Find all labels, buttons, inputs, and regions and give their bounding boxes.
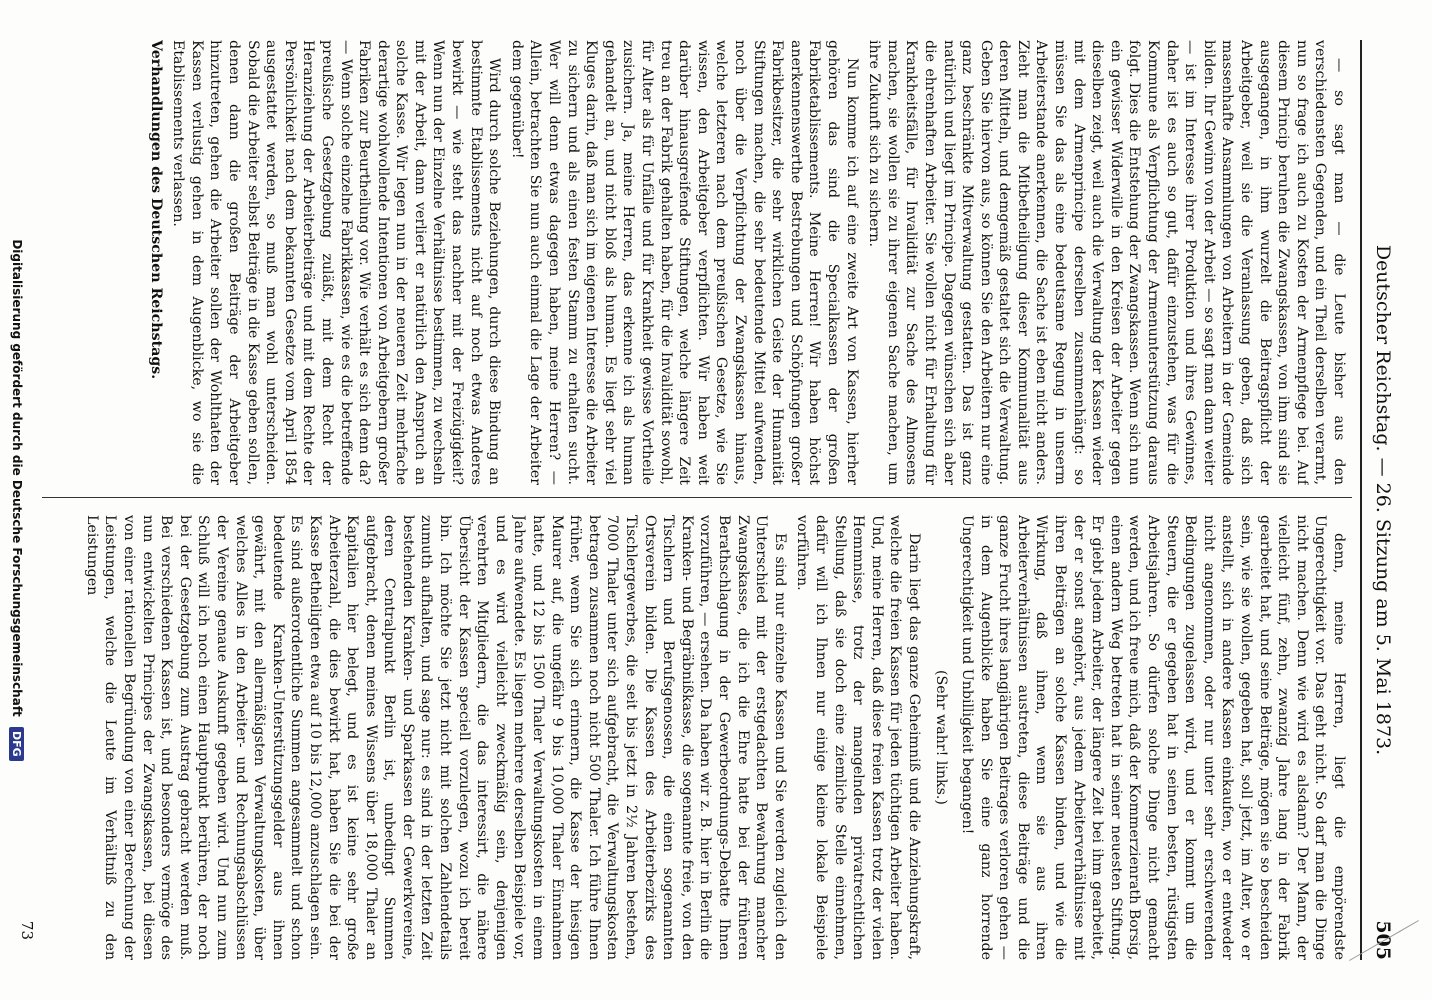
right-paragraph-1: denn, meine Herren, liegt die empörendste Ungerechtigkeit vor. Das geht nicht. So darf man die Dinge nicht machen. Denn wie wird es alsdann? Der Mann, der vielleicht fünf, zehn, zwanzig Jahre lang in der Fabrik gearbeitet hat, und seine Beiträge, mögen sie so bescheiden sein, wie sie wollen, gegeben hat, soll jetzt, im Alter, wo er anstellt, sich in andere Kassen einkaufen, wo er entweder nicht angenommen, oder nur unter sehr erschwerenden Bedingungen zugelassen wird, und er kommt um die Steuern, die er gegeben hat in seinen besten, rüstigsten Arbeitsjahren. So dürfen solche Dinge nicht gemacht werden, und ich freue mich, daß der Kommerzienrath Borsig, einen andern Weg betreten hat in seiner neuesten Stiftung. Er giebt jedem Arbeiter, der längere Zeit bei ihm gearbeitet, der er sonst angehört, aus jedem Arbeiterverhältnisse mit ihren Beiträgen an solche Kassen binden, und wie die Wirkung, daß ihnen, wenn sie aus ihren Arbeiterverhältnissen austreten, diese Beiträge und die ganze Frucht ihres langjährigen Beitrages verloren gehen — in dem Augenblicke haben Sie eine ganz horrende Ungerechtigkeit und Unbilligkeit begangen! [959,515,1347,960]
left-paragraph-2: Nun komme ich auf eine zweite Art von Kassen, hierher gehören das sind die Specialkassen der großen Fabriketablissements. Meine Herren! Wir haben höchst anerkennenswerthe Bestrebungen und Schöpfungen großer Fabrikbesitzer, die sehr wirklichen Geiste der Humanität Stiftungen machen, die sehr bedeutende Mittel aufwenden, noch über die Verpflichtung der Zwangskassen hinaus, welche letzteren nach dem preußischen Gesetze, wie Sie wissen, den Arbeitgeber verpflichten. Wir haben weit darüber hinausgreifende Stiftungen, welche längere Zeit treu an der Fabrik gehalten haben, für die Invalidität sowohl, für Alter als für Unfälle und für Krankheit gewisse Vortheile zusichern. Ja, meine Herren, das erkenne ich als human gehandelt an, und nicht bloß als human. Es liegt sehr viel Kluges darin, daß man sich im eigenen Interesse die Arbeiter zu sichern und als einen festen Stamm zu erhalten sucht. Wer will denn etwas dagegen haben, meine Herren? — Allein, betrachten Sie nun auch einmal die Lage der Arbeiter dem gegenüber! [508,40,860,485]
page-number: 505 [1372,920,1394,960]
digitization-credit [9,0,24,1000]
right-column [48,515,1348,960]
credit-text: Digitalisierung gefördert durch die Deutsche Forschungsgemeinschaft [10,239,24,717]
left-column [48,40,1348,485]
interjection: (Sehr wahr! links.) [932,670,949,805]
running-head [1364,40,1394,960]
header-rule [1360,40,1362,960]
right-paragraph-3: Es sind nur einzelne Kassen und Sie werden zugleich den Unterschied mit der erstgedachten Bewahrung mancher Zwangskasse, die ich die Ehre hatte bei der früheren Berathschlagung in der Gewerbeordnungs-Debatte Ihnen vorzuführen, — ersehen. Da haben wir z. B. hier in Berlin die Kranken- und Begräbnißkasse, die sogenannte freie, von den Tischlern und Berufsgenossen, die einen sogenannten Ortsverein bilden. Die Kassen des Arbeiterbezirks des Tischlergewerbes, die seit bis jetzt in 2½ Jahren bestehen, 7000 Thaler unter sich aufgebracht, die Verwaltungskosten betragen zusammen noch nicht 500 Thaler. Ich führe Ihnen früher, wenn Sie sich erinnern, die Kasse der hiesigen Maurer auf, die ungefähr 9 bis 10,000 Thaler Einnahmen hatte, und 12 bis 1500 Thaler Verwaltungskosten in einem Jahre aufwendete. Es liegen mehrere derselben Beispiele vor, und es wird vielleicht zweckmäßig sein, denjenigen verehrten Mitgliedern, die das interessirt, die nähere Übersicht der Kassen speciell vorzulegen, wozu ich bereit bin. Ich möchte Sie jetzt nicht mit solchen Zahlendetails zumuth aufhalten, und sage nur: es sind in der letzten Zeit bestehenden Kranken- und Sparkassen der Gewerkvereine, deren Centralpunkt Berlin ist, unbedingt Summen aufgebracht, denen meines Wissens über 18,000 Thaler an Kapitalien hier belegt, und es ist keine sehr große Arbeiterzahl, die dies bewirkt hat, haben Sie die bei der Kasse Betheiligten etwa auf 10 bis 12,000 anzuschlagen sein. Es sind außerordentliche Summen angesammelt und schon bedeutende Kranken-Unterstützungsgelder aus ihnen gewährt, mit den allermäßigsten Verwaltungskosten, über welches Alles in den Arbeiter- und Rechnungsabschlüssen der Vereine genaue Auskunft gegeben wird. Und nun zum Schluß will ich noch einen Hauptpunkt berühren, der noch bei der Gesetzgebung zum Austrag gebracht werden muß. Bei verschiedenen Kassen ist, und besonders vermöge des nun entwickelten Principes der Zwangskassen, bei diesen von einer rationellen Begründung von einer Berechnung der Leistungen, welche die Leute im Verhältniß zu den Leistungen [83,515,788,960]
left-paragraph-3: Wird durch solche Beziehungen, durch diese Bindung an bestimmte Etablissements nicht auf noch etwas Anderes bewirkt — wie steht das nachher mit der Freizügigkeit? Wenn nun der Einzelne Verhältnisse bestimmen, zu wechseln mit der Arbeit, dann verliert er natürlich den Anspruch an solche Kasse. Wir legen nun in der neueren Zeit mehrfache derartige wohlwollende Intentionen von Arbeitgebern großer Fabriken zur Beurtheilung vor. Wie verhält es sich denn da? — Wenn solche einzelne Fabrikkassen, wie es die betreffende preußische Gesetzgebung zuläßt, mit dem Recht der Heranziehung der Arbeiterbeiträge und mit dem Rechte der Persönlichkeit nach dem bekannten Gesetze vom April 1854 ausgestattet werden, so muß man wohl unterscheiden. Sobald die Arbeiter selbst Beiträge in die Kasse geben sollen, denen dann die großen Beiträge der Arbeitgeber hinzutreten, gehen die Arbeiter sollen der Wohlthaten der Kassen verlustig gehen in dem Augenblicke, wo sie die Etablissements verlassen. [170,40,503,485]
left-footer-note: Verhandlungen des Deutschen Reichstags. [147,40,164,380]
right-paragraph-2: Darin liegt das ganze Geheimniß und die Anziehungskraft, welche die freien Kassen für jeden tüchtigen Arbeiter haben. Und, meine Herren, daß diese freien Kassen trotz der vielen Hemmnisse, trotz der mangelnden privatrechtlichen Stellung, daß sie doch eine ziemliche Stelle einnehmen, dafür will ich Ihnen nur einige kleine lokale Beispiele vorführen. [794,515,922,960]
column-divider [42,497,1352,498]
dfg-logo: DFG [9,727,24,761]
sheet-number: 73 [18,920,36,940]
left-paragraph-1: — so sagt man — die Leute bisher aus den verschiedensten Gegenden, und ein Theil derselben verarmt, nun so frage ich auch zu Kosten der Armenpflege bei. Auf diesem Princip beruhen die Zwangskassen, von ihm sind sie ausgegangen, in ihm wurzelt die Beitragspflicht der Arbeitgeber, weil sie die Veranlassung geben, daß sich massenhafte Ansammlungen von Arbeitern in der Gemeinde bilden. Ihr Gewinn von der Arbeit — so sagt man dann weiter — ist im Interesse ihrer Produktion und ihres Gewinnes, daher ist es auch so gut, dafür einzustehen, was für die Kommune als Verpflichtung der Armenunterstützung daraus folgt. Dies die Entstehung der Zwangskassen. Wenn sich nun ein gewisser Widerwille in den Kreisen der Arbeiter gegen dieselben zeigt, weil auch die Verwaltung der Kassen wieder mit dem Armenprincipe derselben zusammenhängt: so müssen Sie das als eine bedeutsame Regung in unserm Arbeiterstande anerkennen, die Sache ist eben nicht anders. Zieht man die Mitbetheiligung dieser Kommunalität aus deren Mitteln, und demgemäß gestaltet sich die Verwaltung. Geben Sie hiervon aus, so können Sie den Arbeitern nur eine ganz beschränkte Mitverwaltung gestatten. Das ist ganz natürlich und liegt im Principe. Dagegen wünschen sich aber die ehrenhaften Arbeiter. Sie wollen nicht für Erhaltung für Krankheitsfälle, für Invalidität zur Sache des Almosens machen, sie wollen sie zu ihrer eigenen Sache machen, um ihre Zukunft sich zu sichern. [866,40,1347,485]
running-head-title: Deutscher Reichstag. — 26. Sitzung am 5. Mai 1873. [1372,244,1394,756]
